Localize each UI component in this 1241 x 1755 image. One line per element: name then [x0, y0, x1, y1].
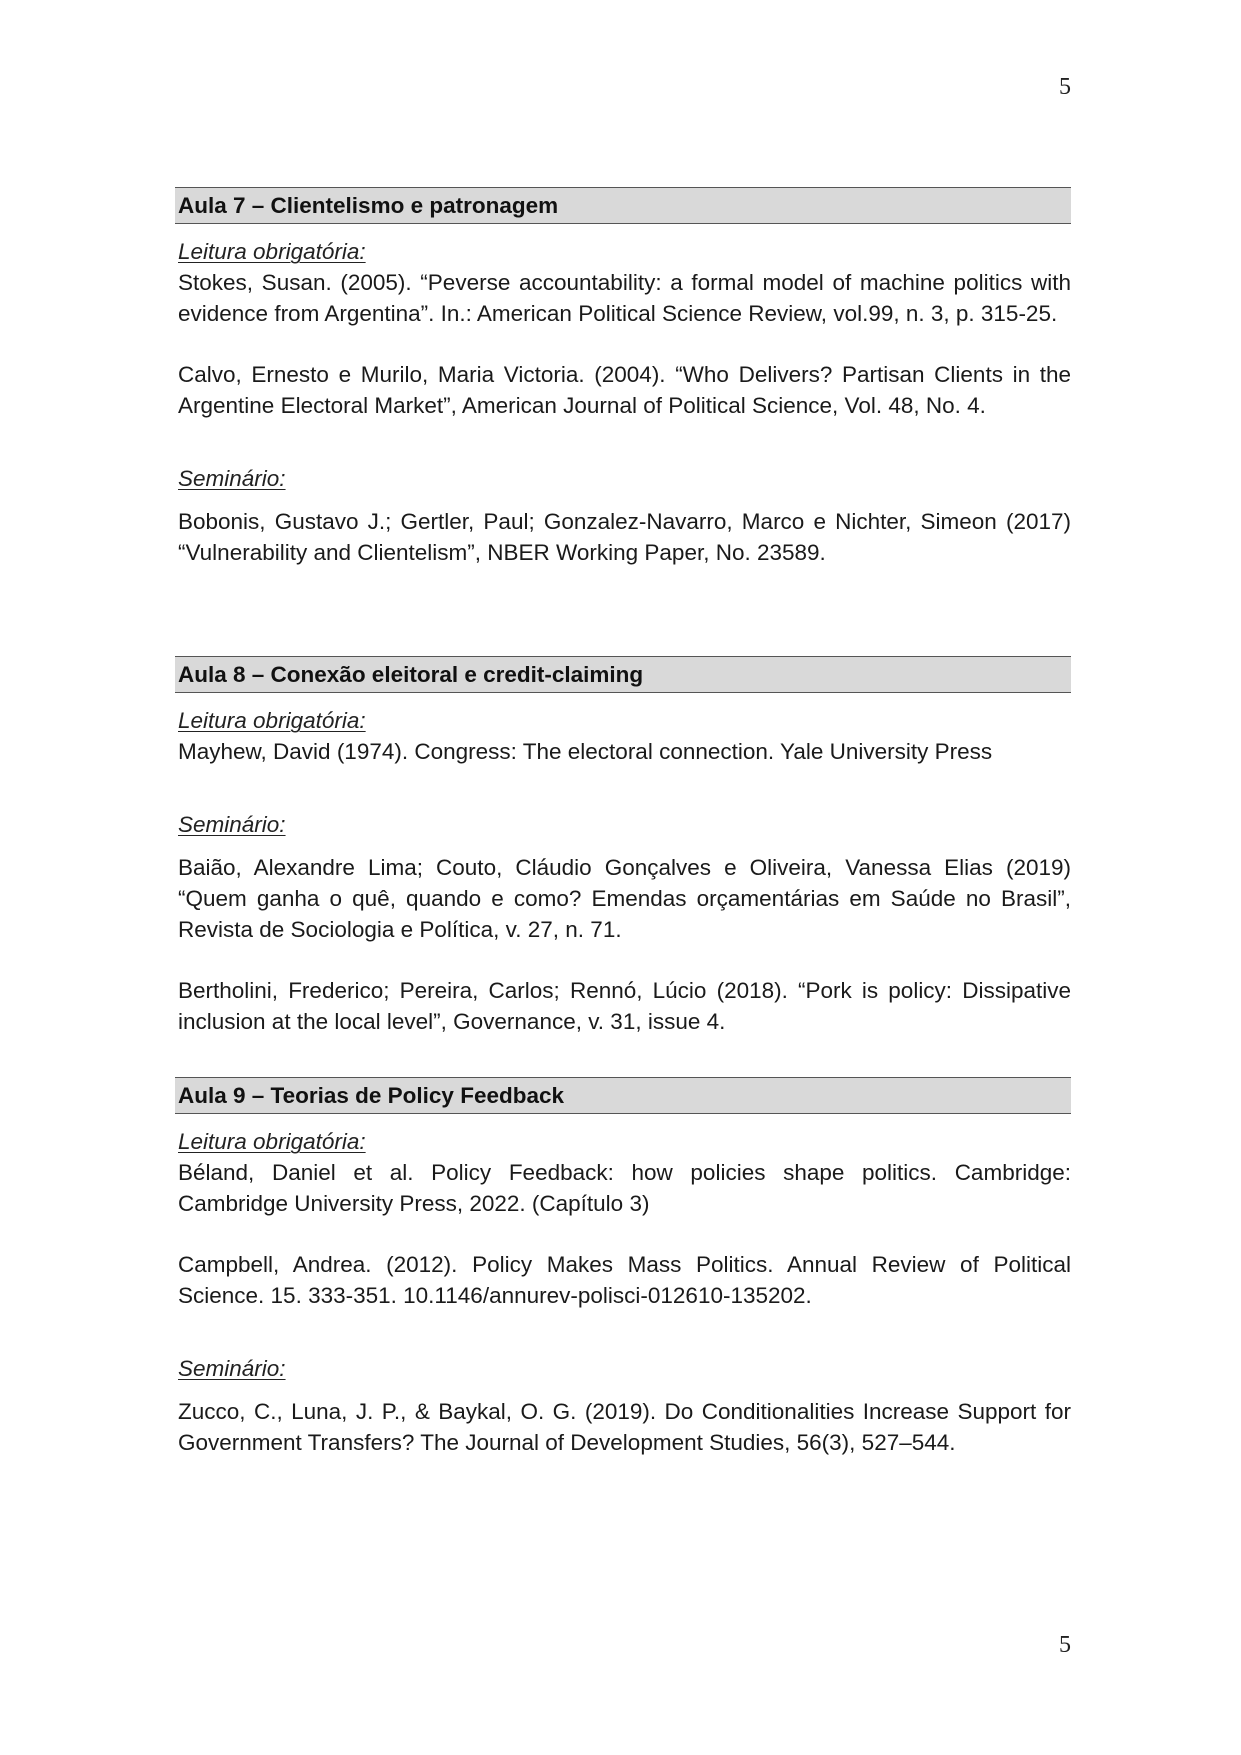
page-number-bottom: 5	[1059, 1632, 1071, 1658]
reference: Bertholini, Frederico; Pereira, Carlos; Rennó, Lúcio (2018). “Pork is policy: Dissipative inclusion at the local level”, Governance, v. 31, issue 4.	[178, 978, 1071, 1034]
section-aula-9	[175, 1077, 1071, 1458]
seminario-label: Seminário:	[178, 466, 286, 491]
reference: Calvo, Ernesto e Murilo, Maria Victoria. (2004). “Who Delivers? Partisan Clients in the Argentine Electoral Market”, American Journal of Political Science, Vol. 48, No. 4.	[178, 362, 1071, 418]
reference: Bobonis, Gustavo J.; Gertler, Paul; Gonzalez-Navarro, Marco e Nichter, Simeon (2017) “Vulnerability and Clientelism”, NBER Working Paper, No. 23589.	[178, 509, 1071, 565]
reference: Baião, Alexandre Lima; Couto, Cláudio Gonçalves e Oliveira, Vanessa Elias (2019) “Quem ganha o quê, quando e como? Emendas orçamentárias em Saúde no Brasil”, Revista de Sociologia e Política, v. 27, n. 71.	[178, 855, 1071, 942]
reference: Zucco, C., Luna, J. P., & Baykal, O. G. (2019). Do Conditionalities Increase Support for Government Transfers? The Journal of Development Studies, 56(3), 527–544.	[178, 1399, 1071, 1455]
leitura-label: Leitura obrigatória:	[178, 239, 366, 264]
section-aula-8	[175, 656, 1071, 1037]
reference: Stokes, Susan. (2005). “Peverse accountability: a formal model of machine politics with evidence from Argentina”. In.: American Political Science Review, vol.99, n. 3, p. 315-25.	[178, 270, 1071, 326]
section-title: Aula 9 – Teorias de Policy Feedback	[175, 1077, 1071, 1114]
reference: Béland, Daniel et al. Policy Feedback: how policies shape politics. Cambridge: Cambridge University Press, 2022. (Capítulo 3)	[178, 1160, 1071, 1216]
reference: Campbell, Andrea. (2012). Policy Makes Mass Politics. Annual Review of Political Science. 15. 333-351. 10.1146/annurev-polisci-012610-135202.	[178, 1252, 1071, 1308]
section-title: Aula 8 – Conexão eleitoral e credit-claiming	[175, 656, 1071, 693]
leitura-label: Leitura obrigatória:	[178, 708, 366, 733]
reference: Mayhew, David (1974). Congress: The electoral connection. Yale University Press	[178, 739, 993, 764]
document-body	[175, 187, 1071, 1458]
leitura-label: Leitura obrigatória:	[178, 1129, 366, 1154]
section-title: Aula 7 – Clientelismo e patronagem	[175, 187, 1071, 224]
section-aula-7	[175, 187, 1071, 568]
page-number-top: 5	[1059, 74, 1071, 100]
seminario-label: Seminário:	[178, 812, 286, 837]
seminario-label: Seminário:	[178, 1356, 286, 1381]
